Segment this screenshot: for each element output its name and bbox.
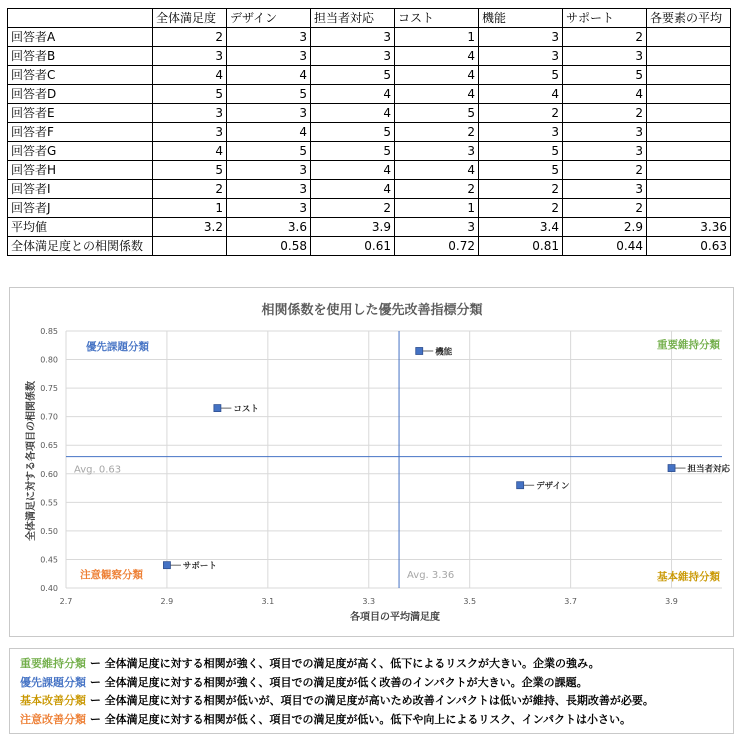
table-cell (647, 123, 731, 142)
table-cell: 3 (227, 28, 311, 47)
y-tick-label: 0.50 (40, 526, 58, 536)
row-label: 回答者F (8, 123, 153, 142)
row-label: 回答者C (8, 66, 153, 85)
table-row (8, 142, 731, 161)
table-row (8, 161, 731, 180)
data-point (163, 562, 170, 569)
table-cell: 3 (227, 104, 311, 123)
y-tick-label: 0.45 (40, 555, 58, 565)
x-tick-label: 2.9 (160, 597, 174, 606)
table-cell: 3 (153, 104, 227, 123)
table-cell: 1 (395, 28, 479, 47)
y-tick-label: 0.55 (40, 498, 58, 508)
x-tick-label: 3.9 (665, 597, 678, 606)
data-point (517, 482, 524, 489)
legend-description: ー 全体満足度に対する相関が強く、項目での満足度が高く、低下によるリスクが大きい。企業の強み。 (86, 657, 600, 670)
legend-term: 基本改善分類 (20, 694, 86, 707)
table-cell: 0.72 (395, 237, 479, 256)
x-tick-label: 3.1 (261, 597, 275, 606)
table-cell: 1 (153, 199, 227, 218)
table-cell (647, 161, 731, 180)
avg-x-label: Avg. 3.36 (407, 570, 455, 581)
row-label: 回答者D (8, 85, 153, 104)
y-tick-label: 0.40 (40, 584, 58, 593)
table-cell (647, 180, 731, 199)
column-header: デザイン (227, 9, 311, 28)
legend-box (9, 648, 734, 734)
column-header: 機能 (479, 9, 563, 28)
data-point (416, 347, 423, 354)
table-cell: 1 (395, 199, 479, 218)
table-row (8, 28, 731, 47)
x-tick-label: 2.7 (59, 597, 73, 606)
legend-description: ー 全体満足度に対する相関が低く、項目での満足度が低い。低下や向上によるリスク、インパクトは小さい。 (86, 712, 632, 726)
table-cell: 2 (395, 180, 479, 199)
scatter-chart (10, 288, 735, 638)
table-cell: 4 (311, 85, 395, 104)
avg-y-label: Avg. 0.63 (74, 464, 122, 476)
data-point-label: デザイン (536, 481, 570, 492)
y-tick-label: 0.60 (40, 469, 58, 479)
y-axis-label: 全体満足に対する各項目の相関係数 (26, 381, 37, 541)
table-cell: 3.4 (479, 218, 563, 237)
row-label: 回答者E (8, 104, 153, 123)
quadrant-label-bottom-left: 注意観察分類 (80, 569, 143, 581)
table-row (8, 104, 731, 123)
quadrant-label-top-right: 重要維持分類 (657, 339, 720, 351)
y-tick-label: 0.75 (40, 384, 58, 394)
column-header (8, 9, 153, 28)
x-tick-label: 3.5 (463, 597, 477, 606)
table-cell: 3 (153, 47, 227, 66)
table-cell: 3 (311, 28, 395, 47)
table-cell: 3 (563, 47, 647, 66)
table-cell: 2 (311, 199, 395, 218)
table-cell: 3.9 (311, 218, 395, 237)
chart-title: 相関係数を使用した優先改善指標分類 (261, 303, 483, 318)
table-cell: 3.36 (647, 218, 731, 237)
table-cell: 5 (227, 85, 311, 104)
legend-line (20, 692, 723, 711)
table-row (8, 237, 731, 256)
legend-line (20, 674, 723, 693)
table-cell: 2 (563, 28, 647, 47)
y-tick-label: 0.70 (40, 412, 58, 422)
table-cell: 3.2 (153, 218, 227, 237)
table-cell (647, 104, 731, 123)
table-cell (647, 85, 731, 104)
data-point-label: サポート (182, 561, 217, 572)
table-cell (153, 237, 227, 256)
table-row (8, 66, 731, 85)
table-cell: 2 (395, 123, 479, 142)
table-cell: 5 (311, 142, 395, 161)
row-label: 回答者H (8, 161, 153, 180)
table-cell: 0.63 (647, 237, 731, 256)
table-cell: 4 (227, 66, 311, 85)
row-label: 回答者J (8, 199, 153, 218)
table-cell: 4 (311, 161, 395, 180)
table-cell: 3 (153, 123, 227, 142)
data-point (214, 405, 221, 412)
table-row (8, 47, 731, 66)
table-cell: 3 (563, 142, 647, 161)
column-header: 全体満足度 (153, 9, 227, 28)
table-cell: 5 (227, 142, 311, 161)
row-label: 全体満足度との相関係数 (8, 237, 153, 256)
row-label: 回答者A (8, 28, 153, 47)
table-cell: 3 (311, 47, 395, 66)
table-row (8, 199, 731, 218)
legend-description: ー 全体満足度に対する相関が強く、項目での満足度が低く改善のインパクトが大きい。企業の課題。 (86, 675, 588, 689)
table-row (8, 180, 731, 199)
table-cell: 4 (311, 104, 395, 123)
data-table (7, 8, 731, 256)
legend-term: 優先課題分類 (20, 675, 86, 689)
table-cell: 3 (563, 123, 647, 142)
table-cell: 4 (153, 142, 227, 161)
table-cell: 3 (479, 123, 563, 142)
table-cell: 0.44 (563, 237, 647, 256)
row-label: 回答者B (8, 47, 153, 66)
row-label: 回答者I (8, 180, 153, 199)
table-cell: 3 (227, 47, 311, 66)
data-point-label: コスト (233, 404, 259, 415)
row-label: 平均値 (8, 218, 153, 237)
table-cell (647, 66, 731, 85)
table-cell: 2 (479, 199, 563, 218)
column-header: サポート (563, 9, 647, 28)
legend-line (20, 655, 723, 674)
table-cell: 4 (395, 47, 479, 66)
table-cell: 2 (153, 180, 227, 199)
table-cell: 3.6 (227, 218, 311, 237)
table-header-row (8, 9, 731, 28)
table-cell: 5 (153, 161, 227, 180)
table-cell: 3 (227, 180, 311, 199)
data-point-label: 担当者対応 (687, 464, 731, 475)
table-cell: 0.81 (479, 237, 563, 256)
table-cell: 2 (563, 199, 647, 218)
table-cell: 2 (479, 104, 563, 123)
legend-description: ー 全体満足度に対する相関が低いが、項目での満足度が高いため改善インパクトは低いが維持、長期改善が必要。 (86, 694, 654, 707)
table-cell: 5 (153, 85, 227, 104)
table-cell: 3 (395, 218, 479, 237)
table-cell: 5 (479, 142, 563, 161)
table-cell: 2 (563, 161, 647, 180)
table-cell: 3 (479, 47, 563, 66)
table-cell: 4 (395, 66, 479, 85)
table-cell (647, 199, 731, 218)
table-row (8, 123, 731, 142)
legend-term: 注意改善分類 (20, 712, 86, 726)
table-cell: 3 (227, 199, 311, 218)
table-cell: 3 (395, 142, 479, 161)
table-cell: 2 (153, 28, 227, 47)
y-tick-label: 0.80 (40, 355, 58, 365)
data-point (668, 465, 675, 472)
legend-line (20, 711, 723, 730)
data-point-label: 機能 (435, 347, 453, 358)
table-row (8, 218, 731, 237)
table-cell: 4 (153, 66, 227, 85)
table-cell: 5 (311, 66, 395, 85)
column-header: 担当者対応 (311, 9, 395, 28)
table-row (8, 85, 731, 104)
quadrant-label-bottom-right: 基本維持分類 (657, 571, 720, 583)
table-cell: 5 (311, 123, 395, 142)
quadrant-label-top-left: 優先課題分類 (86, 341, 149, 353)
table-cell: 3 (227, 161, 311, 180)
y-tick-label: 0.65 (40, 441, 58, 451)
table-cell: 4 (563, 85, 647, 104)
table-cell: 3 (563, 180, 647, 199)
table-cell: 4 (479, 85, 563, 104)
table-cell: 0.61 (311, 237, 395, 256)
table-cell: 4 (227, 123, 311, 142)
legend-term: 重要維持分類 (20, 657, 86, 670)
table-cell: 2.9 (563, 218, 647, 237)
x-tick-label: 3.3 (362, 597, 376, 606)
table-cell: 5 (479, 161, 563, 180)
table-cell: 5 (479, 66, 563, 85)
table-cell: 4 (395, 161, 479, 180)
table-cell: 4 (311, 180, 395, 199)
table-cell: 5 (395, 104, 479, 123)
column-header: コスト (395, 9, 479, 28)
table-cell (647, 28, 731, 47)
chart-panel (9, 287, 734, 637)
x-axis-label: 各項目の平均満足度 (350, 612, 440, 623)
table-cell: 4 (395, 85, 479, 104)
table-cell: 3 (479, 28, 563, 47)
x-tick-label: 3.7 (564, 597, 577, 606)
column-header: 各要素の平均 (647, 9, 731, 28)
y-tick-label: 0.85 (40, 327, 58, 336)
table-cell (647, 47, 731, 66)
table-cell: 0.58 (227, 237, 311, 256)
table-cell: 2 (563, 104, 647, 123)
table-cell: 5 (563, 66, 647, 85)
row-label: 回答者G (8, 142, 153, 161)
table-cell (647, 142, 731, 161)
table-cell: 2 (479, 180, 563, 199)
